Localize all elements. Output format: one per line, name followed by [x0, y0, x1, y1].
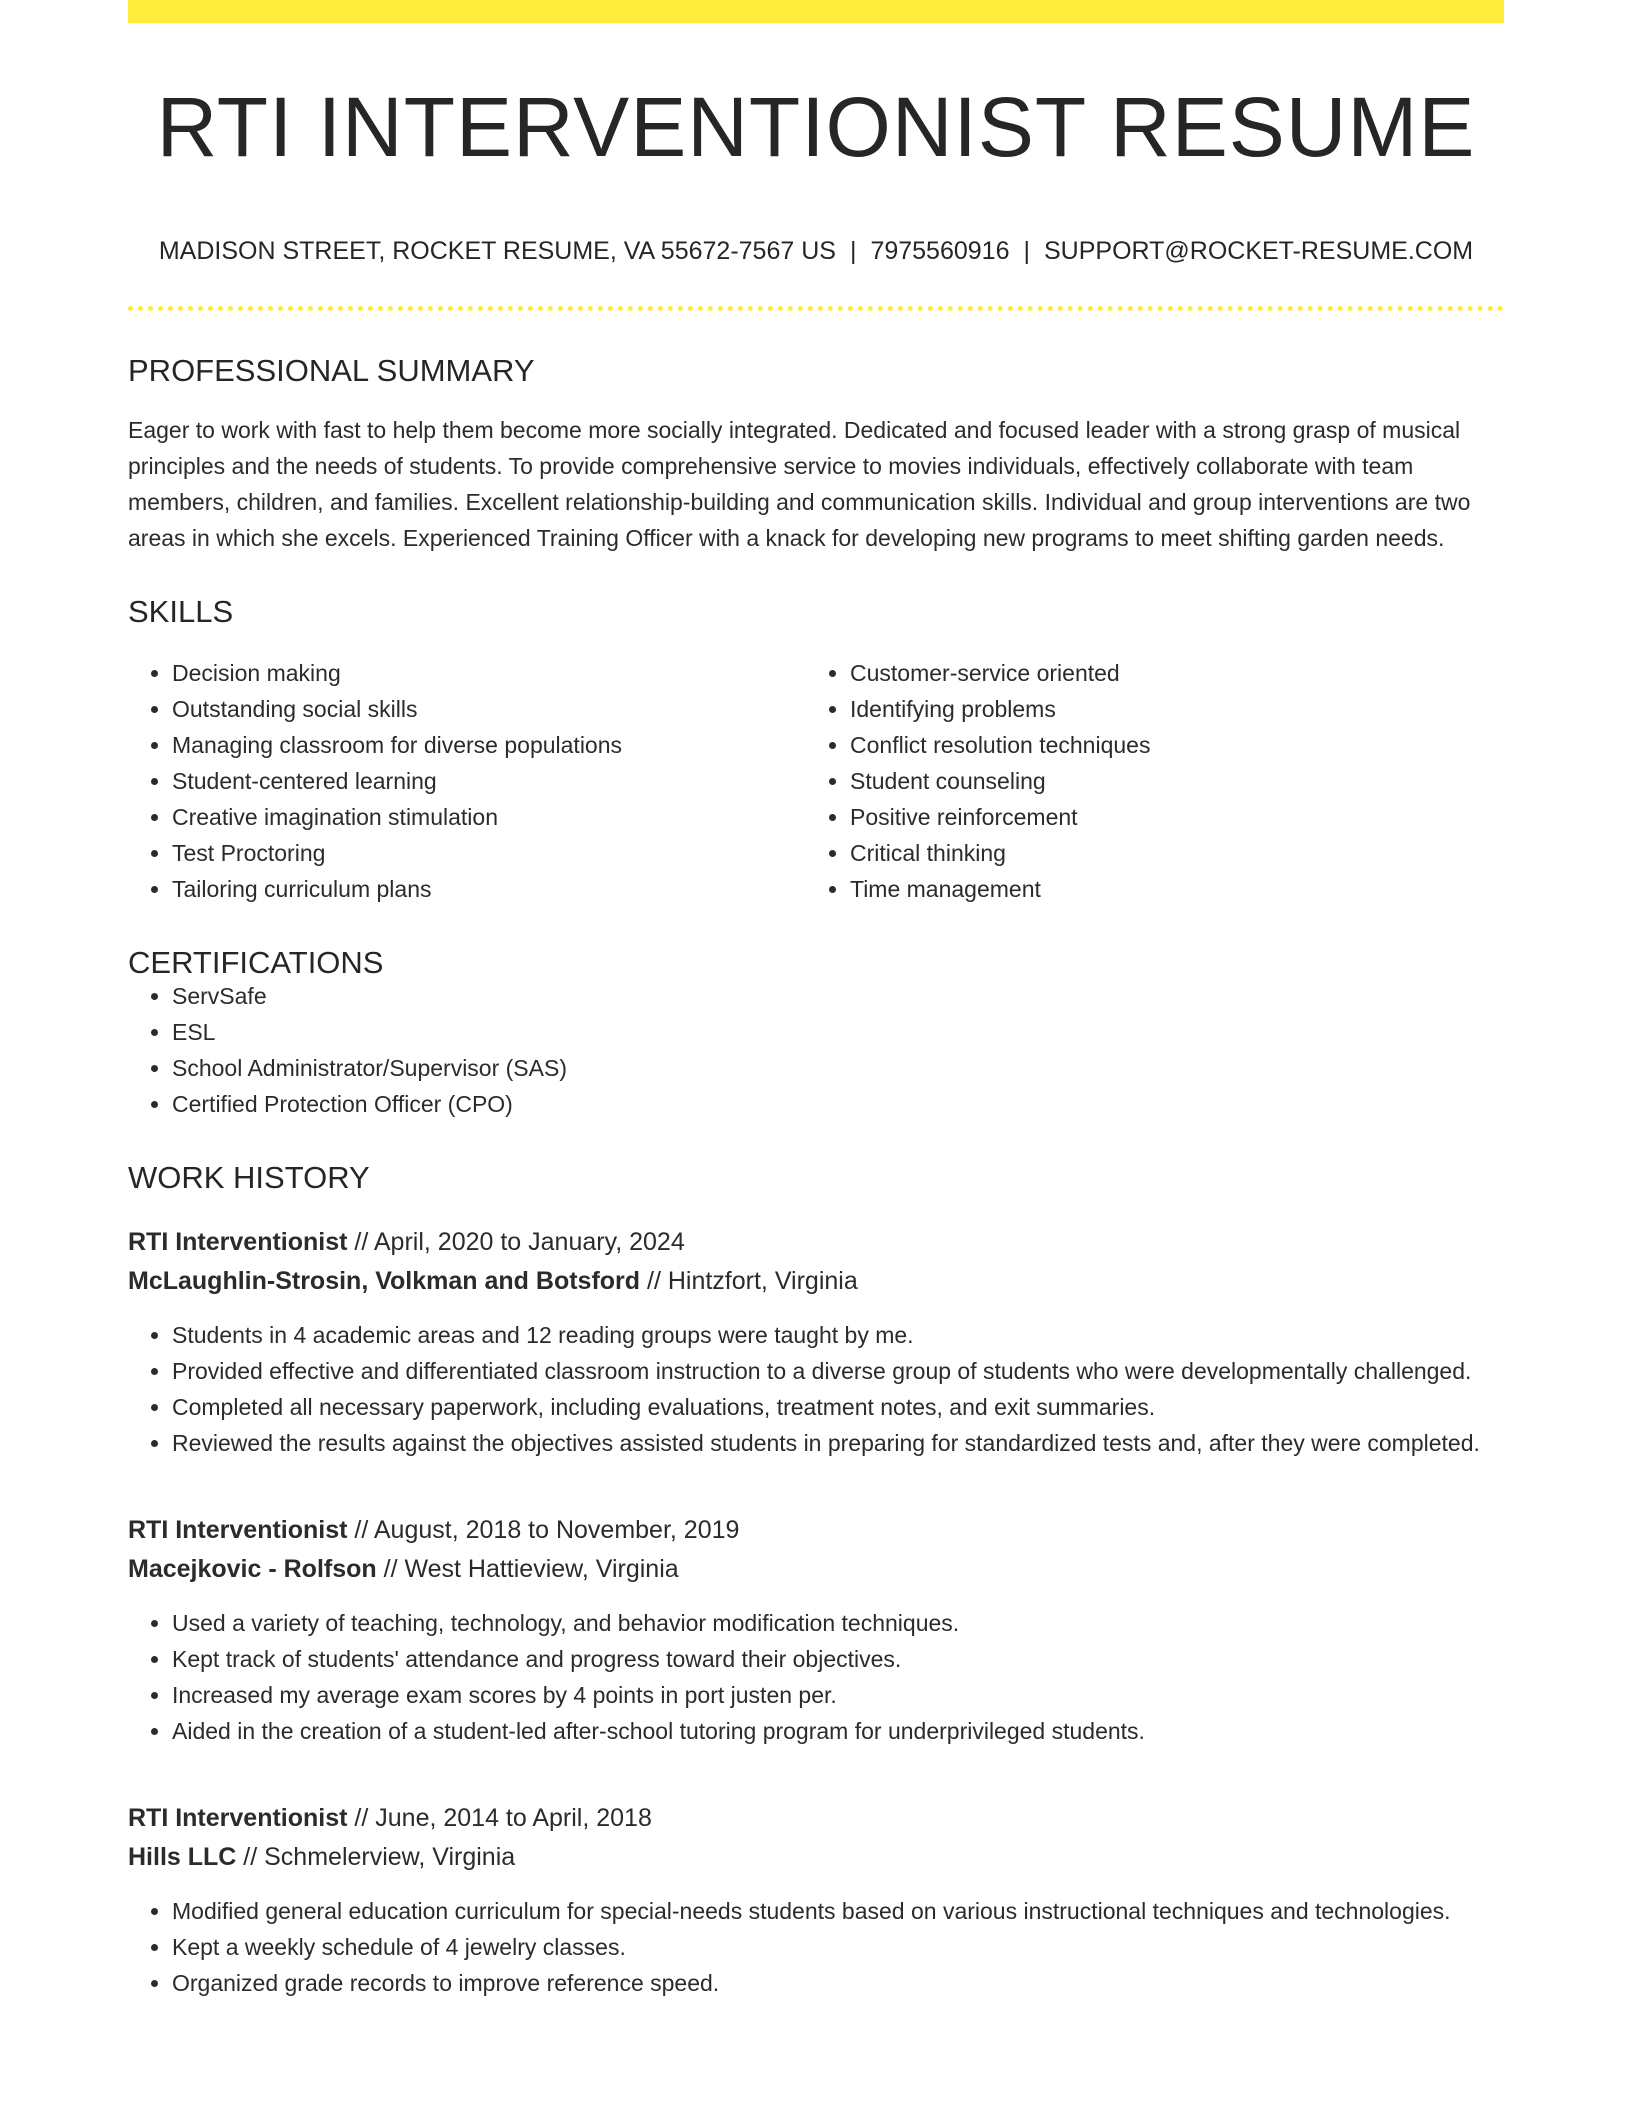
skill-item: • Time management: [850, 871, 1484, 907]
job-entry: [128, 1223, 1504, 1461]
certification-item: • Certified Protection Officer (CPO): [172, 1086, 1504, 1122]
job-bullet: • Modified general education curriculum for special-needs students based on various instructional techniques and technologies.: [172, 1893, 1504, 1929]
skill-item: • Student-centered learning: [172, 763, 806, 799]
contact-email: SUPPORT@ROCKET-RESUME.COM: [1043, 237, 1474, 265]
contact-separator: |: [1023, 237, 1030, 265]
job-company: Hills LLC: [128, 1843, 237, 1871]
job-bullets: [128, 1893, 1504, 2001]
job-dates: // June, 2014 to April, 2018: [354, 1804, 652, 1832]
certification-item: • ESL: [172, 1014, 1504, 1050]
job-location: // West Hattieview, Virginia: [383, 1555, 679, 1583]
skill-item: • Critical thinking: [850, 835, 1484, 871]
job-bullet: • Kept track of students' attendance and progress toward their objectives.: [172, 1641, 1504, 1677]
job-title-line: [128, 1223, 1504, 1262]
section-heading: CERTIFICATIONS: [128, 945, 384, 980]
job-entry: [128, 1799, 1504, 2001]
contact-address: MADISON STREET, ROCKET RESUME, VA 55672-7567 US: [158, 237, 836, 265]
summary-section: [128, 355, 1504, 556]
certification-item: • ServSafe: [172, 978, 1504, 1014]
job-bullet: • Increased my average exam scores by 4 points in port justen per.: [172, 1677, 1504, 1713]
job-bullet: • Reviewed the results against the objectives assisted students in preparing for standardized tests and, after they were completed.: [172, 1425, 1504, 1461]
skill-item: • Outstanding social skills: [172, 691, 806, 727]
job-company: McLaughlin-Strosin, Volkman and Botsford: [128, 1267, 641, 1295]
job-company: Macejkovic - Rolfson: [128, 1555, 377, 1583]
skills-columns: [128, 655, 1504, 907]
dotted-divider: [128, 306, 1504, 311]
job-bullets: [128, 1605, 1504, 1749]
job-bullets: [128, 1317, 1504, 1461]
job-bullet: • Aided in the creation of a student-led after-school tutoring program for underprivileged students.: [172, 1713, 1504, 1749]
skill-item: • Conflict resolution techniques: [850, 727, 1484, 763]
skill-item: • Positive reinforcement: [850, 799, 1484, 835]
skill-item: • Tailoring curriculum plans: [172, 871, 806, 907]
job-bullet: • Provided effective and differentiated classroom instruction to a diverse group of students who were developmentally challenged.: [172, 1353, 1504, 1389]
job-location: // Hintzfort, Virginia: [647, 1267, 858, 1295]
skills-list: [128, 655, 806, 907]
job-company-line: [128, 1550, 1504, 1589]
certifications-section: [128, 947, 1504, 1122]
skill-item: • Creative imagination stimulation: [172, 799, 806, 835]
skill-item: • Managing classroom for diverse populations: [172, 727, 806, 763]
job-title-line: [128, 1799, 1504, 1838]
job-bullet: • Completed all necessary paperwork, including evaluations, treatment notes, and exit summaries.: [172, 1389, 1504, 1425]
job-title: RTI Interventionist: [128, 1804, 348, 1832]
resume-title: RTI INTERVENTIONIST RESUME: [156, 80, 1476, 174]
contact-phone: 7975560916: [870, 237, 1010, 265]
resume-page: [128, 0, 1504, 2001]
skills-section: [128, 596, 1504, 907]
section-heading: PROFESSIONAL SUMMARY: [128, 353, 535, 388]
skill-item: • Student counseling: [850, 763, 1484, 799]
top-accent-bar: [128, 0, 1504, 23]
job-bullet: • Organized grade records to improve reference speed.: [172, 1965, 1504, 2001]
skill-item: • Test Proctoring: [172, 835, 806, 871]
job-entry: [128, 1511, 1504, 1749]
skill-item: • Decision making: [172, 655, 806, 691]
job-company-line: [128, 1262, 1504, 1301]
job-title: RTI Interventionist: [128, 1516, 348, 1544]
summary-text: Eager to work with fast to help them become more socially integrated. Dedicated and focused leader with a strong grasp of musical principles and the needs of students. To provide comprehensive service to movies individuals, effectively collaborate with team members, children, and families. Excellent relationship-building and communication skills. Individual and group interventions are two areas in which she excels. Experienced Training Officer with a knack for developing new programs to meet shifting garden needs.: [128, 417, 1471, 551]
section-heading: WORK HISTORY: [128, 1160, 370, 1195]
job-dates: // August, 2018 to November, 2019: [354, 1516, 740, 1544]
skills-list: [806, 655, 1484, 907]
job-bullet: • Used a variety of teaching, technology, and behavior modification techniques.: [172, 1605, 1504, 1641]
job-title: RTI Interventionist: [128, 1228, 348, 1256]
job-company-line: [128, 1838, 1504, 1877]
section-heading: SKILLS: [128, 594, 234, 629]
job-bullet: • Students in 4 academic areas and 12 reading groups were taught by me.: [172, 1317, 1504, 1353]
certifications-list: [128, 978, 1504, 1122]
contact-separator: |: [849, 237, 857, 265]
certification-item: • School Administrator/Supervisor (SAS): [172, 1050, 1504, 1086]
skill-item: • Customer-service oriented: [850, 655, 1484, 691]
job-dates: // April, 2020 to January, 2024: [354, 1228, 685, 1256]
job-bullet: • Kept a weekly schedule of 4 jewelry classes.: [172, 1929, 1504, 1965]
skills-right-column: [806, 655, 1484, 907]
work-history-section: [128, 1162, 1504, 2001]
contact-line: [128, 239, 1504, 264]
job-location: // Schmelerview, Virginia: [243, 1843, 516, 1871]
skill-item: • Identifying problems: [850, 691, 1484, 727]
skills-left-column: [128, 655, 806, 907]
job-title-line: [128, 1511, 1504, 1550]
